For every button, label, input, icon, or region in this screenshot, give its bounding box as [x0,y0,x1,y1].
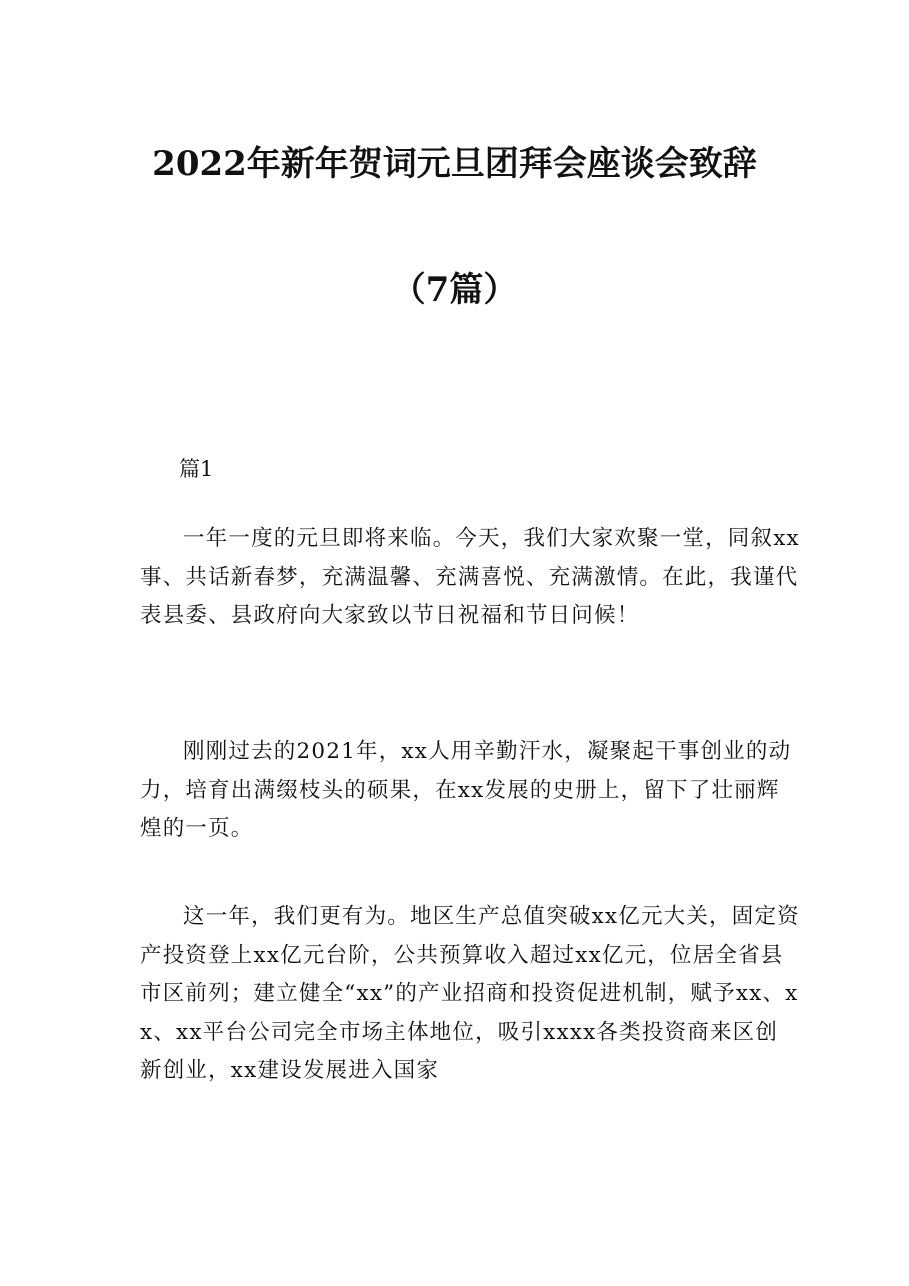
body-paragraph: 刚刚过去的2021年，xx人用辛勤汗水，凝聚起干事创业的动力，培育出满缀枝头的硕果，在xx发展的史册上，留下了壮丽辉煌的一页。 [140,739,792,841]
section-heading: 篇1 [179,457,214,481]
body-paragraph: 这一年，我们更有为。地区生产总值突破xx亿元大关，固定资产投资登上xx亿元台阶，公共预算收入超过xx亿元，位居全省县市区前列；建立健全“xx”的产业招商和投资促进机制，赋予xx、xx、xx平台公司完全市场主体地位，吸引xxxx各类投资商来区创新创业，xx建设发展进入国家 [140,904,800,1083]
body-paragraph: 一年一度的元旦即将来临。今天，我们大家欢聚一堂，同叙xx事、共话新春梦，充满温馨、充满喜悦、充满激情。在此，我谨代表县委、县政府向大家致以节日祝福和节日问候！ [140,526,800,628]
document-subtitle: （7篇） [391,270,518,310]
document-title: 2022年新年贺词元旦团拜会座谈会致辞 [152,144,757,184]
